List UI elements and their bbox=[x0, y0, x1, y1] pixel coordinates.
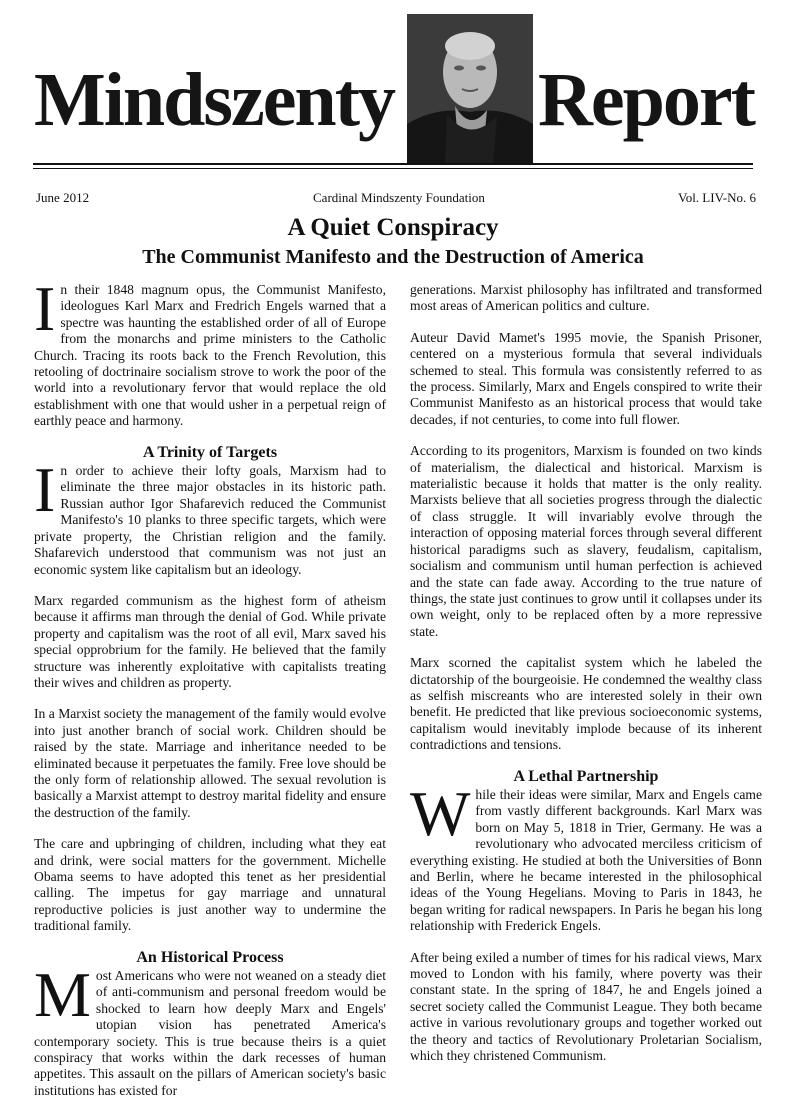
masthead-title-left: Mindszenty bbox=[34, 58, 394, 142]
paragraph: After being exiled a number of times for his radical views, Marx moved to London with his family, where poverty was their constant state. In the spring of 1847, he and Engels joined a secret society called the Communist League. They both became active in various revolutionary groups and together worked out the theory and tactics of Revolutionary Proletarian Socialism, which they christened Communism. bbox=[410, 949, 762, 1064]
paragraph bbox=[34, 959, 386, 1099]
paragraph-text: n their 1848 magnum opus, the Communist Manifesto, ideologues Karl Marx and Fredrich Engels warned that a spectre was haunting the established order of all of Europe from the monarchs and prime ministers to the Catholic Church. Tracing its roots back to the French Revolution, this retooling of doctrinaire socialism strove to work the poor of the world into a revolutionary fervor that would replace the old establishment with one that would usher in a perpetual reign of earthly peace and harmony. bbox=[34, 282, 386, 429]
masthead-title-right: Report bbox=[538, 58, 754, 142]
paragraph-text: ost Americans who were not weaned on a steady diet of anti-communism and personal freedom would be shocked to learn how deeply Marx and Engels' utopian vision has penetrated America's contemporary society. This is true because theirs is a quiet conspiracy that works within the dark recesses of human appetites. This assault on the pillars of American society's basic institutions has existed for bbox=[34, 968, 386, 1098]
drop-cap: I bbox=[34, 273, 56, 344]
article-title: A Quiet Conspiracy bbox=[287, 214, 499, 241]
masthead bbox=[0, 0, 786, 168]
paragraph: Marx regarded communism as the highest form of atheism because it affirms man through the denial of God. While private property and capitalism was the root of all evil, Marx saved his special opprobrium for the family. He believed that the family structure was inherently exploitative with capitalists treating their wives and children as property. bbox=[34, 592, 386, 690]
paragraph bbox=[34, 273, 386, 430]
article-subtitle: The Communist Manifesto and the Destruction of America bbox=[142, 246, 644, 268]
paragraph: In a Marxist society the management of the family would evolve into just another branch of social work. Children should be raised by the state. Marriage and inheritance needed to be eliminated because it perpetuates the family. Free love should be the only form of relationship allowed. The sexual revolution is basically a Marxist attempt to destroy marital fidelity and ensure the destruction of the family. bbox=[34, 706, 386, 820]
paragraph: According to its progenitors, Marxism is founded on two kinds of materialism, the dialectical and historical. Marxism is materialistic because it holds that matter is the only reality. Marxists believe that all societies progress through the dialectic of class struggle. It will invariably evolve through the interaction of opposing material forces through several different historical paradigms such as slavery, feudalism, capitalism, socialism and communism until human perfection is achieved and the state can fade away. According to the true nature of things, the state just continues to grow until it collapses under its own weight, only to be replaced often by a more repressive state. bbox=[410, 443, 762, 639]
paragraph: Auteur David Mamet's 1995 movie, the Spanish Prisoner, centered on a mysterious formula that several individuals schemed to steal. This formula was consistently referred to as the process. Similarly, Marx and Engels conspired to write their Communist Manifesto as an historical process that would take decades, if not centuries, to come into full flower. bbox=[410, 329, 762, 427]
masthead-rule-thin bbox=[33, 168, 753, 169]
issue-date: June 2012 bbox=[36, 190, 90, 205]
section-heading: A Trinity of Targets bbox=[142, 443, 278, 461]
paragraph: The care and upbringing of children, including what they eat and drink, were social matters for the government. Michelle Obama seems to have adopted this tenet as her presidential calling. The impetus for gay marriage and unnatural reproductive policies is just another way to undermine the traditional family. bbox=[34, 836, 386, 934]
masthead-rule bbox=[33, 163, 753, 165]
right-column bbox=[410, 282, 762, 1079]
drop-cap: I bbox=[34, 454, 56, 526]
cardinal-portrait-icon bbox=[407, 14, 533, 164]
drop-cap: W bbox=[410, 777, 471, 849]
section-heading: An Historical Process bbox=[136, 948, 284, 966]
left-column bbox=[34, 273, 386, 1114]
paragraph-text: n order to achieve their lofty goals, Marxism had to eliminate the three major obstacles in its historic path. Russian author Igor Shafarevich reduced the Communist Manifesto's 10 planks to three specific targets, which were private property, the Christian religion and the family. Shafarevich understood that communism was not just an economic system like capitalism but an ideology. bbox=[34, 463, 386, 577]
drop-cap: M bbox=[34, 959, 91, 1031]
paragraph: Marx scorned the capitalist system which he labeled the dictatorship of the bourgeoisie. He condemned the wealthy class as selfish miscreants who are interested solely in their own benefit. He predicted that like previous socioeconomic systems, capitalism would inevitably implode because of its inherent contradictions and tensions. bbox=[410, 655, 762, 753]
paragraph: generations. Marxist philosophy has infiltrated and transformed most areas of American politics and culture. bbox=[410, 282, 762, 314]
issue-volume: Vol. LIV-No. 6 bbox=[677, 190, 756, 205]
issue-foundation: Cardinal Mindszenty Foundation bbox=[313, 190, 485, 205]
paragraph bbox=[34, 454, 386, 578]
paragraph-text: hile their ideas were similar, Marx and Engels came from vastly different backgrounds. Karl Marx was born on May 5, 1818 in Trier, Germany. He was a revolutionary who advocated merciless criticism of everything existing. He studied at both the Universities of Bonn and Berlin, where he became interested in the philosophical ideas of the Young Hegelians. Moving to Paris in 1843, he began writing for radical newspapers. In Paris he began his long relationship with Frederick Engels. bbox=[410, 786, 762, 934]
section-heading: A Lethal Partnership bbox=[513, 767, 659, 785]
paragraph bbox=[410, 777, 762, 935]
